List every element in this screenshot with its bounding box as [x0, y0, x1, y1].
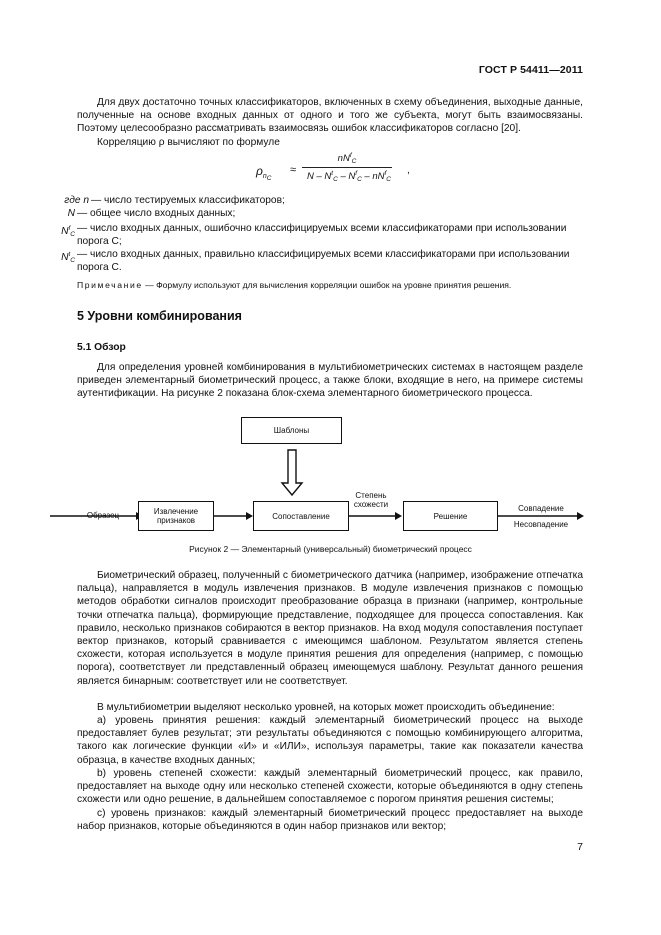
page-number: 7	[577, 841, 583, 853]
note-label: Примечание	[77, 280, 143, 290]
formula-lhs: $\rho_{nC}$	[256, 164, 272, 183]
fraction-bar	[302, 167, 392, 168]
paragraph-overview: Для определения уровней комбинирования в мультибиометрических системах в настоящем разделе приведен элементарный биометрический процесс, а также блоки, входящие в него, на примере системы аутентификации. На рисунке 2 показана блок-схема элементарного биометрического процесса.	[77, 362, 583, 400]
section-5-heading: 5 Уровни комбинирования	[77, 309, 242, 323]
definition-Nf: $N^f_C$ — число входных данных, ошибочно классифицируемых всеми классификаторами при использовании порога C;	[61, 223, 567, 248]
paragraph-levels-intro: В мультибиометрии выделяют несколько уровней, на которых может происходить объединение:	[97, 702, 555, 713]
definition-n: где n — число тестируемых классификаторов;	[64, 195, 285, 206]
list-item-a: а) уровень принятия решения: каждый элементарный биометрический процесс на выходе предоставляет булев результат; эти результаты объединяются с помощью комбинирующего алгоритма, такого как логические функции «И» и «ИЛИ», используя параметры, такие как показатели качества образца, в качестве входных данных;	[77, 715, 583, 766]
arrow-decision-head	[577, 512, 584, 520]
note	[77, 280, 583, 290]
definition-N: N — общее число входных данных;	[67, 208, 236, 219]
extraction-box: Извлечение признаков	[138, 501, 214, 531]
note-text: — Формулу используют для вычисления корреляции ошибок на уровне принятия решения.	[145, 280, 512, 290]
templates-box: Шаблоны	[241, 417, 342, 444]
correlation-formula	[256, 152, 410, 192]
arrow-templates	[282, 450, 302, 495]
list-item-c: с) уровень признаков: каждый элементарный биометрический процесс предоставляет на выходе набор признаков, которые объединяются в один набор признаков или вектор;	[77, 808, 583, 833]
section-5-1-heading: 5.1 Обзор	[77, 342, 126, 353]
match-label: Совпадение	[518, 504, 564, 513]
formula-tail: ,	[407, 165, 410, 176]
similarity-label: Степень схожести	[353, 491, 389, 509]
paragraph-intro: Для двух достаточно точных классификаторов, включенных в схему объединения, выходные данные, полученные на основе входных данных от одного и того же субъекта, могут быть взаимосвязаны. Поэтому целесообразно рассматривать взаимосвязь ошибок классификаторов согласно [20].	[77, 97, 583, 135]
sample-label: Образец	[86, 511, 120, 520]
formula-numerator: $nN^f_C$	[337, 152, 357, 165]
figure-caption: Рисунок 2 — Элементарный (универсальный) биометрический процесс	[189, 544, 472, 554]
decision-box: Решение	[403, 501, 498, 531]
formula-denominator: N – $N^t_C - N^f_C - nN^f_C$	[307, 170, 391, 183]
comparison-box: Сопоставление	[253, 501, 349, 531]
formula-approx: ≈	[290, 164, 297, 176]
paragraph-process: Биометрический образец, полученный с биометрического датчика (например, изображение отпечатка пальца), направляется в модуль извлечения признаков. В модуле извлечения признаков с помощью методов обработки сигналов происходит преобразование образца в признаки (например, контрольные точки отпечатка пальца), формирующие представление, подходящее для процесса сопоставления. Как правило, несколько признаков собираются в вектор признаков. На вход модуля сопоставления поступает вектор признаков, который сравнивается с имеющимся шаблоном. Результатом является степень схожести, которая используется в модуле принятия решения для определения (например, с помощью порога), соответствует ли представленный образец имеющемуся шаблону. Результат данного решения является бинарным: соответствует или не соответствует.	[77, 570, 583, 687]
correlation-text: Корреляцию ρ вычисляют по формуле	[97, 137, 280, 148]
nonmatch-label: Несовпадение	[513, 520, 569, 529]
process-diagram	[50, 417, 610, 537]
arrow-compare-head	[395, 512, 402, 520]
list-item-b: b) уровень степеней схожести: каждый элементарный биометрический процесс, как правило, предоставляет на выходе одну или несколько степеней схожести, которые объединяются в одну степень схожести или одно решение, в дальнейшем сопоставляемое с порогом принятия решения системы;	[77, 768, 583, 806]
arrow-extract-head	[246, 512, 253, 520]
definition-Nt: $N^t_C$ — число входных данных, правильно классифицируемых всеми классификаторами при использовании порога C.	[61, 249, 570, 274]
paragraph-correlation	[77, 136, 583, 149]
standard-header: ГОСТ Р 54411—2011	[478, 64, 583, 76]
